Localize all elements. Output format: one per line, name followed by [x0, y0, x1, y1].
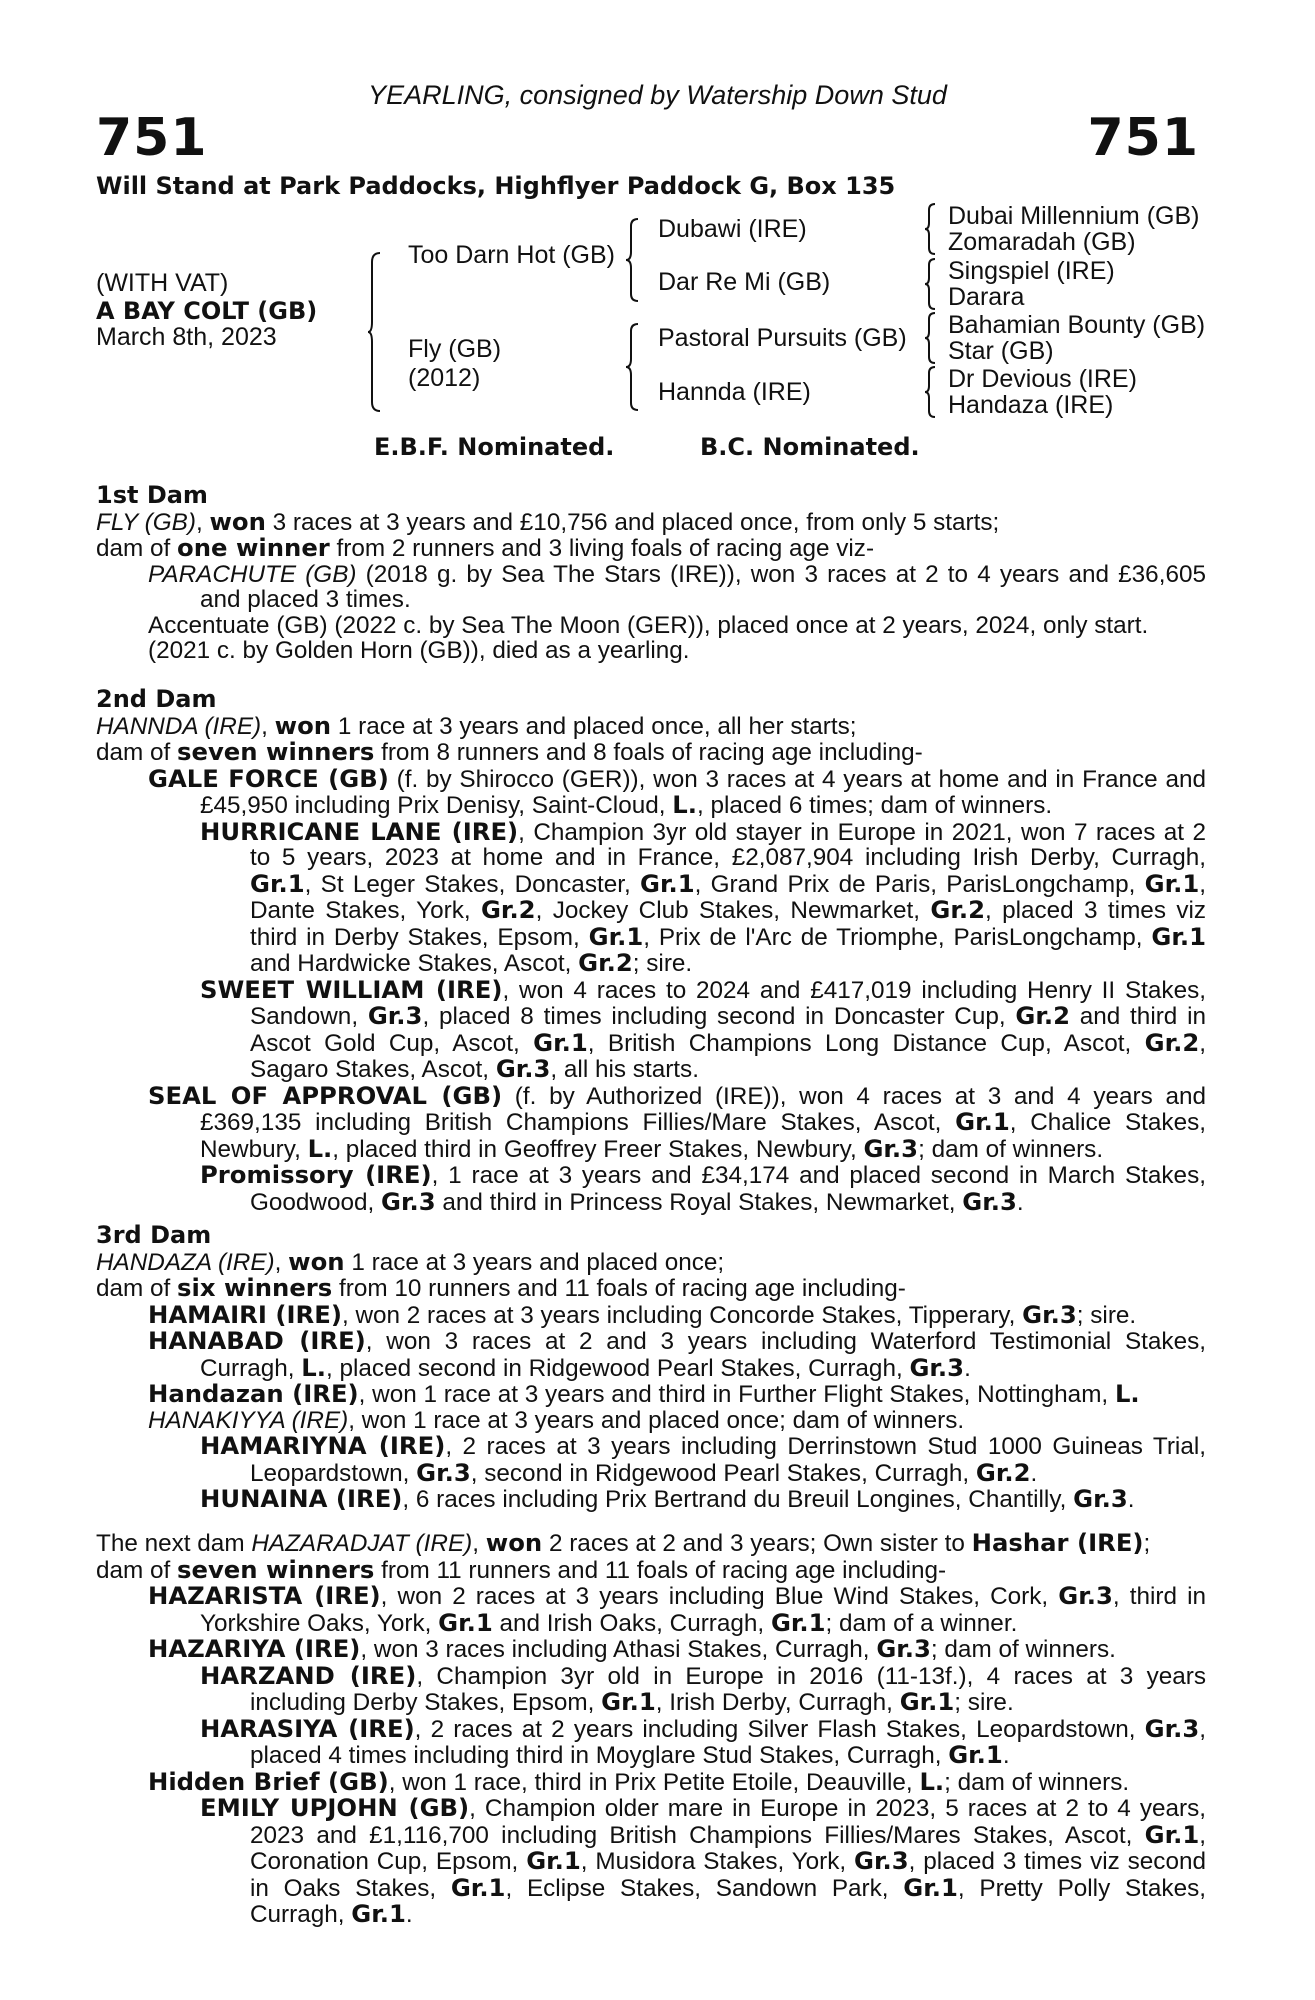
text-run: L. — [1114, 1379, 1140, 1408]
text-run: HARASIYA (IRE) — [200, 1713, 415, 1743]
sire-dam: Dar Re Mi (GB) — [658, 268, 831, 296]
gg-bracket-2 — [925, 258, 937, 310]
text-run: , Prix de l'Arc de Triomphe, ParisLongchamp, — [643, 923, 1152, 951]
text-run: from 8 runners and 8 foals of racing age including- — [374, 739, 923, 766]
text-run: , 1 race at 3 years and £34,174 and placed second in March Stakes, Goodwood, — [250, 1162, 1206, 1216]
third-dam-section: 3rd Dam HANDAZA (IRE), won 1 race at 3 years and placed once; dam of six winners from 10 runners and 11 foals of racing age including- HAMAIRI (IRE), won 2 races at 3 years including Concorde Stakes, Tipperary, Gr.3; sire. HANABAD (IRE), won 3 races at 2 and 3 years including Waterford Testimonial Stakes, Curragh, L., placed second in Ridgewood Pearl Stakes, Curragh, Gr.3. Handazan (IRE), won 1 race at 3 years and third in Further Flight Stakes, Nottingham, L. HANAKIYYA (IRE), won 1 race at 3 years and placed once; dam of winners. HAMARIYNA (IRE), 2 races at 3 years including Derrinstown Stud 1000 Guineas Trial, Leopardstown, Gr.3, second in Ridgewood Pearl Stakes, Curragh, Gr.2. HUNAINA (IRE), 6 races including Prix Bertrand du Breuil Longines, Chantilly, Gr.3. — [96, 1221, 1206, 1513]
first-dam-section: 1st Dam FLY (GB), won 3 races at 3 years and £10,756 and placed once, from only 5 starts; dam of one winner from 2 runners and 3 living foals of racing age viz- PARACHUTE (GB) (2018 g. by Sea The Stars (IRE)), won 3 races at 2 to 4 years and £36,605 and placed 3 times. Accentuate (GB) (2022 c. by Sea The Moon (GER)), placed once at 2 years, 2024, only start. (2021 c. by Golden Horn (GB)), died as a yearling. — [96, 481, 1206, 664]
text-run: , 6 races including Prix Bertrand du Breuil Longines, Chantilly, — [402, 1486, 1074, 1513]
text-run: (f. by Authorized (IRE)), won 4 races at 3 and 4 years and £369,135 including British Champions Fillies/Mare Stakes, Ascot, — [200, 1082, 1206, 1136]
text-run: , placed 4 times including third in Moyglare Stud Stakes, Curragh, — [250, 1715, 1206, 1769]
text-run: ; dam of winners. — [918, 1135, 1104, 1163]
text-run: Gr.1 — [588, 921, 644, 951]
text-run: , won 2 races at 3 years including Concorde Stakes, Tipperary, — [341, 1301, 1023, 1329]
text-run: Gr.1 — [533, 1027, 588, 1057]
text-run: SEAL OF APPROVAL (GB) — [148, 1080, 503, 1110]
text-run: Gr.2 — [1144, 1027, 1200, 1057]
text-run: L. — [672, 790, 697, 819]
text-run: ; dam of winners. — [944, 1768, 1130, 1796]
text-run: and third in Princess Royal Stakes, Newmarket, — [435, 1188, 963, 1216]
next-dam-name: HAZARADJAT (IRE) — [251, 1530, 473, 1557]
text-run: Gr.1 — [899, 1687, 955, 1716]
text-run: Gr.1 — [351, 1899, 406, 1928]
foaling-date: March 8th, 2023 — [96, 323, 277, 351]
ggs-8: Handaza (IRE) — [948, 391, 1114, 419]
text-run: and third in Ascot Gold Cup, Ascot, — [250, 1003, 1206, 1057]
text-run: Promissory (IRE) — [200, 1160, 432, 1189]
sire-sire: Dubawi (IRE) — [658, 215, 807, 243]
text-run: , placed 3 times viz third in Derby Stakes, Epsom, — [250, 897, 1207, 951]
gg-bracket-3 — [925, 312, 937, 364]
text-run: , all his starts. — [550, 1056, 699, 1083]
produce-hamairi — [96, 1299, 1206, 1329]
text-run: 1 race at 3 years and placed once; — [344, 1248, 725, 1276]
dam-dam: Hannda (IRE) — [658, 378, 811, 406]
next-dam-section: The next dam HAZARADJAT (IRE), won 2 races at 2 and 3 years; Own sister to Hashar (IRE); dam of seven winners from 11 runners and 11 foals of racing age including- HAZARISTA (IRE), won 2 races at 3 years including Blue Wind Stakes, Cork, Gr.3, third in Yorkshire Oaks, York, Gr.1 and Irish Oaks, Curragh, Gr.1; dam of a winner. HAZARIYA (IRE), won 3 races including Athasi Stakes, Curragh, Gr.3; dam of winners. HARZAND (IRE), Champion 3yr old in Europe in 2016 (11-13f.), 4 races at 3 years including Derby Stakes, Epsom, Gr.1, Irish Derby, Curragh, Gr.1; sire. HARASIYA (IRE), 2 races at 2 years including Silver Flash Stakes, Leopardstown, Gr.3, placed 4 times including third in Moyglare Stud Stakes, Curragh, Gr.1. Hidden Brief (GB), won 1 race, third in Prix Petite Etoile, Deauville, L.; dam of winners. EMILY UPJOHN (GB), Champion older mare in Europe in 2023, 5 races at 2 to 4 years, 2023 and £1,116,700 including British Champions Fillies/Mares Stakes, Ascot, Gr.1, Coronation Cup, Epsom, Gr.1, Musidora Stakes, York, Gr.3, placed 3 times viz second in Oaks Stakes, Gr.1, Eclipse Stakes, Sandown Park, Gr.1, Pretty Polly Stakes, Curragh, Gr.1. — [96, 1528, 1206, 1928]
text-run: from 2 runners and 3 living foals of racing age viz- — [329, 535, 875, 562]
produce-harasiya — [96, 1713, 1206, 1769]
produce-hazarista — [96, 1583, 1206, 1636]
sire: Too Darn Hot (GB) — [408, 241, 616, 269]
text-run: 1 race at 3 years and placed once, all her starts; — [331, 712, 857, 740]
text-run: . — [1002, 1742, 1010, 1769]
text-run: , Sagaro Stakes, Ascot, — [250, 1029, 1207, 1083]
text-run: HANABAD (IRE) — [148, 1326, 366, 1355]
produce-accentuate: Accentuate (GB) (2022 c. by Sea The Moon (GER)), placed once at 2 years, 2024, only start. — [148, 611, 1149, 639]
text-run: from 10 runners and 11 foals of racing age including- — [332, 1275, 906, 1302]
text-run: Gr.3 — [1144, 1713, 1200, 1743]
text-run: ; sire. — [1076, 1301, 1137, 1329]
ebf-nomination: E.B.F. Nominated. — [374, 433, 615, 461]
first-dam-heading: 1st Dam — [96, 481, 208, 509]
text-run: , placed third in Geoffrey Freer Stakes, Newbury, — [332, 1135, 864, 1163]
third-dam-heading: 3rd Dam — [96, 1221, 212, 1249]
text-run: (2018 g. by Sea The Stars (IRE)), won 3 races at 2 to 4 years and £36,605 and placed 3 times. — [200, 560, 1206, 613]
third-dam-name: HANDAZA (IRE) — [96, 1248, 275, 1276]
text-run: HARZAND (IRE) — [200, 1660, 417, 1690]
vat-note: (WITH VAT) — [96, 269, 229, 297]
produce-hanabad — [96, 1328, 1206, 1381]
text-run: , Grand Prix de Paris, ParisLongchamp, — [694, 870, 1145, 898]
text-run: ; sire. — [632, 950, 693, 977]
text-run: Gr.3 — [1073, 1484, 1128, 1513]
text-run: L. — [301, 1352, 326, 1382]
dam-bracket — [626, 323, 640, 411]
text-run: Gr.3 — [876, 1634, 931, 1663]
text-run: won — [485, 1528, 543, 1557]
produce-hidden-brief — [96, 1766, 1206, 1796]
text-run: HAZARISTA (IRE) — [148, 1581, 381, 1610]
text-run: Gr.3 — [1058, 1581, 1113, 1610]
text-run: Gr.3 — [381, 1186, 436, 1216]
consignor-line: YEARLING, consigned by Watership Down Stud — [368, 80, 947, 110]
text-run: (f. by Shirocco (GER)), won 3 races at 4 years at home and in France and £45,950 including Prix Denisy, Saint-Cloud, — [200, 765, 1206, 819]
lot-number-left: 751 — [96, 108, 208, 168]
text-run: , placed 6 times; dam of winners. — [696, 792, 1053, 819]
text-run: Gr.1 — [526, 1846, 581, 1875]
text-run: Gr.1 — [601, 1687, 656, 1716]
text-run: Gr.3 — [909, 1352, 965, 1382]
text-run: , won 3 races including Athasi Stakes, Curragh, — [360, 1636, 877, 1663]
text-run: , Champion older mare in Europe in 2023, 5 races at 2 to 4 years, 2023 and £1,116,700 including British Champions Fillies/Mares Stakes, Ascot, — [250, 1795, 1206, 1849]
ggs-5: Bahamian Bounty (GB) — [948, 311, 1206, 339]
text-run: The next dam — [96, 1530, 252, 1557]
ggs-3: Singspiel (IRE) — [948, 257, 1115, 285]
text-run: , Chalice Stakes, Newbury, — [200, 1109, 1206, 1163]
text-run: Gr.3 — [962, 1186, 1017, 1216]
text-run: , Champion 3yr old in Europe in 2016 (11-13f.), 4 races at 3 years including Derby Stakes, Epsom, — [250, 1662, 1206, 1716]
text-run: and Irish Oaks, Curragh, — [492, 1609, 771, 1637]
text-run: , won 1 race, third in Prix Petite Etoile, Deauville, — [388, 1768, 920, 1796]
produce-gale-force — [96, 763, 1206, 819]
ggs-2: Zomaradah (GB) — [948, 228, 1136, 256]
text-run: Hashar (IRE) — [971, 1528, 1144, 1557]
produce-2021-colt: (2021 c. by Golden Horn (GB)), died as a yearling. — [148, 637, 690, 664]
text-run: , won 2 races at 3 years including Blue Wind Stakes, Cork, — [380, 1583, 1059, 1610]
text-run: dam of — [96, 1556, 178, 1584]
text-run: from 11 runners and 11 foals of racing age including- — [374, 1556, 947, 1584]
text-run: Gr.1 — [903, 1872, 958, 1902]
dam-year: (2012) — [408, 364, 481, 392]
produce-seal-of-approval — [96, 1080, 1206, 1163]
text-run: , placed second in Ridgewood Pearl Stakes, Curragh, — [326, 1354, 910, 1382]
text-run: , St Leger Stakes, Doncaster, — [304, 870, 641, 898]
text-run: Gr.1 — [770, 1607, 826, 1637]
text-run: 3 races at 3 years and £10,756 and placed once, from only 5 starts; — [265, 508, 1000, 536]
text-run: Gr.2 — [975, 1457, 1031, 1487]
produce-promissory — [96, 1162, 1206, 1215]
text-run: , Irish Derby, Curragh, — [655, 1689, 900, 1716]
text-run: ; dam of winners. — [930, 1636, 1116, 1663]
text-run: , 2 races at 3 years including Derrinstown Stud 1000 Guineas Trial, Leopardstown, — [250, 1433, 1206, 1487]
text-run: , Coronation Cup, Epsom, — [250, 1821, 1206, 1875]
text-run: Gr.1 — [1144, 868, 1200, 898]
text-run: , Dante Stakes, York, — [250, 870, 1206, 924]
text-run: . — [964, 1354, 971, 1382]
text-run: HURRICANE LANE (IRE) — [200, 816, 519, 846]
produce-hurricane-lane — [96, 816, 1207, 977]
text-run: , won 1 race at 3 years and placed once; dam of winners. — [348, 1406, 965, 1434]
text-run: Gr.2 — [930, 895, 985, 924]
text-run: , Musidora Stakes, York, — [580, 1848, 855, 1875]
text-run: EMILY UPJOHN (GB) — [200, 1793, 470, 1822]
text-run: Gr.3 — [854, 1846, 909, 1875]
main-bracket — [368, 252, 382, 412]
bc-nomination: B.C. Nominated. — [700, 433, 920, 461]
second-dam-name: HANNDA (IRE) — [96, 712, 262, 740]
text-run: , British Champions Long Distance Cup, Ascot, — [587, 1029, 1145, 1057]
text-run: , won 3 races at 2 and 3 years including Waterford Testimonial Stakes, Curragh, — [200, 1328, 1206, 1382]
text-run: Gr.3 — [495, 1054, 551, 1083]
text-run: ; dam of a winner. — [825, 1609, 1018, 1637]
first-dam-name: FLY (GB) — [96, 508, 196, 536]
text-run: HAZARIYA (IRE) — [148, 1634, 361, 1663]
text-run: Gr.1 — [438, 1607, 493, 1637]
text-run: Gr.1 — [250, 868, 305, 898]
produce-sweet-william — [96, 974, 1207, 1083]
produce-hazariya — [96, 1636, 1206, 1663]
text-run: . — [1016, 1188, 1024, 1216]
text-run: Handazan (IRE) — [148, 1379, 359, 1408]
text-run: . — [405, 1901, 413, 1928]
text-run: Gr.3 — [863, 1133, 919, 1163]
text-run: , placed 3 times viz second in Oaks Stakes, — [250, 1848, 1206, 1902]
ggs-6: Star (GB) — [948, 337, 1054, 365]
text-run: Gr.2 — [578, 948, 633, 977]
produce-hamariyna — [96, 1433, 1206, 1486]
text-run: ; sire. — [954, 1689, 1014, 1716]
text-run: Gr.2 — [480, 895, 536, 924]
text-run: Gr.1 — [948, 1740, 1003, 1769]
produce-harzand — [96, 1660, 1206, 1716]
text-run: , Pretty Polly Stakes, Curragh, — [250, 1874, 1206, 1928]
text-run: HANAKIYYA (IRE) — [148, 1406, 349, 1434]
text-run: won — [209, 506, 266, 536]
sire-bracket — [626, 218, 640, 302]
text-run: won — [274, 710, 332, 740]
text-run: , Eclipse Stakes, Sandown Park, — [505, 1874, 904, 1902]
text-run: ; — [1143, 1530, 1151, 1557]
text-run: HUNAINA (IRE) — [200, 1484, 403, 1513]
stand-location: Will Stand at Park Paddocks, Highflyer Paddock G, Box 135 — [96, 172, 896, 200]
text-run: , won 1 race at 3 years and third in Further Flight Stakes, Nottingham, — [358, 1381, 1115, 1408]
text-run: GALE FORCE (GB) — [148, 763, 389, 793]
produce-hunaina — [96, 1486, 1206, 1513]
text-run: , Champion 3yr old stayer in Europe in 2021, won 7 races at 2 to 5 years, 2023 at home and in France, £2,087,904 including Irish Derby, Curragh, — [250, 818, 1207, 871]
text-run: Gr.2 — [1015, 1001, 1070, 1030]
text-run: , third in Yorkshire Oaks, York, — [200, 1583, 1206, 1637]
text-run: dam of — [96, 535, 178, 562]
text-run: L. — [307, 1133, 333, 1163]
text-run: and Hardwicke Stakes, Ascot, — [250, 950, 579, 977]
horse-name: A BAY COLT (GB) — [96, 297, 318, 325]
text-run: Gr.3 — [416, 1457, 471, 1487]
text-run: . — [1127, 1486, 1135, 1513]
text-run: , placed 8 times including second in Doncaster Cup, — [422, 1003, 1016, 1030]
text-run: Gr.1 — [450, 1872, 506, 1902]
text-run: , won 4 races to 2024 and £417,019 including Henry II Stakes, Sandown, — [250, 976, 1206, 1030]
text-run: Gr.1 — [955, 1107, 1010, 1136]
text-run: seven winners — [177, 1554, 375, 1584]
produce-hanakiyya — [96, 1408, 1206, 1434]
text-run: HAMARIYNA (IRE) — [200, 1431, 446, 1460]
gg-bracket-1 — [925, 203, 937, 255]
text-run: L. — [919, 1766, 945, 1796]
text-run: SWEET WILLIAM (IRE) — [200, 974, 503, 1004]
text-run: HAMAIRI (IRE) — [148, 1299, 342, 1329]
dam-sire: Pastoral Pursuits (GB) — [658, 324, 907, 352]
text-run: Gr.1 — [1144, 1819, 1200, 1849]
second-dam-heading: 2nd Dam — [96, 685, 217, 713]
text-run: dam of — [96, 1275, 178, 1302]
ggs-4: Darara — [948, 283, 1025, 311]
dam: Fly (GB) — [408, 335, 502, 363]
text-run: 2 races at 2 and 3 years; Own sister to — [542, 1530, 972, 1557]
text-run: dam of — [96, 739, 178, 766]
text-run: , Jockey Club Stakes, Newmarket, — [535, 897, 931, 924]
produce-handazan — [96, 1381, 1206, 1408]
ggs-7: Dr Devious (IRE) — [948, 365, 1137, 393]
text-run: seven winners — [177, 737, 375, 766]
text-run: Gr.1 — [640, 868, 695, 898]
text-run: . — [1030, 1459, 1038, 1487]
second-dam-section: 2nd Dam HANNDA (IRE), won 1 race at 3 years and placed once, all her starts; dam of seven winners from 8 runners and 8 foals of racing age including- GALE FORCE (GB) (f. by Shirocco (GER)), won 3 races at 4 years at home and in France and £45,950 including Prix Denisy, Saint-Cloud, L., placed 6 times; dam of winners. HURRICANE LANE (IRE), Champion 3yr old stayer in Europe in 2021, won 7 races at 2 to 5 years, 2023 at home and in France, £2,087,904 including Irish Derby, Curragh, Gr.1, St Leger Stakes, Doncaster, Gr.1, Grand Prix de Paris, ParisLongchamp, Gr.1, Dante Stakes, York, Gr.2, Jockey Club Stakes, Newmarket, Gr.2, placed 3 times viz third in Derby Stakes, Epsom, Gr.1, Prix de l'Arc de Triomphe, ParisLongchamp, Gr.1 and Hardwicke Stakes, Ascot, Gr.2; sire. SWEET WILLIAM (IRE), won 4 races to 2024 and £417,019 including Henry II Stakes, Sandown, Gr.3, placed 8 times including second in Doncaster Cup, Gr.2 and third in Ascot Gold Cup, Ascot, Gr.1, British Champions Long Distance Cup, Ascot, Gr.2, Sagaro Stakes, Ascot, Gr.3, all his starts. SEAL OF APPROVAL (GB) (f. by Authorized (IRE)), won 4 races at 3 and 4 years and £369,135 including British Champions Fillies/Mare Stakes, Ascot, Gr.1, Chalice Stakes, Newbury, L., placed third in Geoffrey Freer Stakes, Newbury, Gr.3; dam of winners. Promissory (IRE), 1 race at 3 years and £34,174 and placed second in March Stakes, Goodwood, Gr.3 and third in Princess Royal Stakes, Newmarket, Gr.3. — [96, 685, 1207, 1216]
produce-parachute — [96, 562, 1206, 613]
text-run: won — [288, 1246, 345, 1276]
text-run: Gr.3 — [367, 1001, 423, 1030]
text-run: PARACHUTE (GB) — [148, 560, 357, 588]
text-run: Hidden Brief (GB) — [148, 1766, 389, 1796]
text-run: Gr.3 — [1022, 1299, 1077, 1329]
text-run: , 2 races at 2 years including Silver Flash Stakes, Leopardstown, — [414, 1715, 1145, 1743]
text-run: , second in Ridgewood Pearl Stakes, Curragh, — [470, 1459, 976, 1487]
text-run: six winners — [177, 1273, 333, 1302]
text-run: Gr.1 — [1151, 921, 1207, 951]
text-run: one winner — [177, 533, 330, 562]
produce-emily-upjohn — [96, 1795, 1206, 1928]
ggs-1: Dubai Millennium (GB) — [948, 202, 1200, 230]
lot-number-right: 751 — [1087, 108, 1199, 168]
gg-bracket-4 — [925, 366, 937, 418]
